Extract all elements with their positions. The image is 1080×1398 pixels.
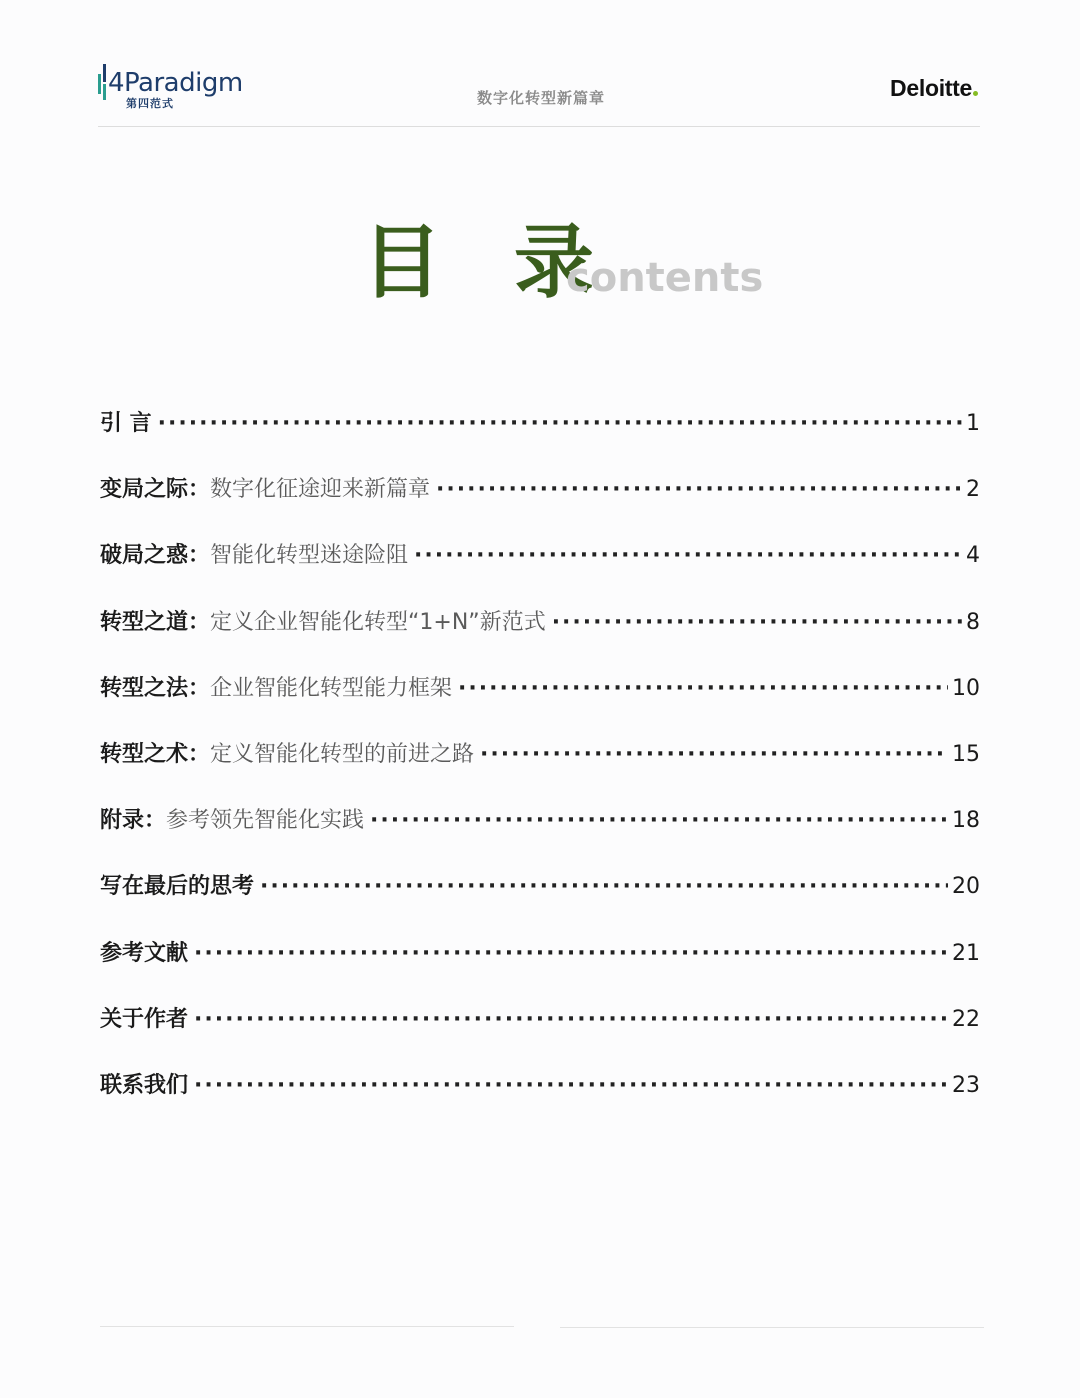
toc-leader-dots [260,864,948,910]
deloitte-logo: Deloitte [890,75,978,102]
toc-item-page: 22 [952,1006,980,1032]
page-header [98,58,980,127]
toc-leader-dots [194,997,948,1043]
footer-divider-left [100,1326,514,1327]
toc-leader-dots [194,931,948,977]
toc-leader-dots [436,467,962,513]
toc-item-label: 转型之法： [100,675,211,701]
toc-item-label: 关于作者 [100,1006,189,1032]
toc-leader-dots [414,533,962,579]
toc-item-label: 变局之际： [100,477,211,503]
toc-item[interactable] [100,864,980,930]
toc-heading-en: contents [566,255,764,301]
toc-item-subtitle: 数字化征途迎来新篇章 [210,477,431,503]
toc-heading [362,213,762,313]
toc-leader-dots [370,798,948,844]
toc-item[interactable] [100,798,980,864]
toc-leader-dots [480,732,948,778]
toc-item-subtitle: 定义企业智能化转型“1+N”新范式 [210,609,546,635]
toc-list [100,401,980,1129]
toc-item[interactable] [100,997,980,1063]
toc-heading-cn: 目 录 [362,216,616,309]
toc-item-label: 转型之道： [100,609,211,635]
toc-item-page: 1 [966,411,980,436]
toc-item-label: 参考文献 [100,940,189,966]
toc-item[interactable] [100,600,980,666]
toc-item-label: 联系我们 [100,1072,189,1098]
logo-wordmark: 4Paradigm [108,68,243,98]
toc-item-subtitle: 定义智能化转型的前进之路 [210,741,475,767]
toc-item-page: 21 [952,940,980,966]
toc-item[interactable] [100,732,980,798]
toc-item-page: 2 [966,477,980,503]
toc-leader-dots [194,1063,948,1109]
toc-leader-dots [552,600,962,646]
toc-item[interactable] [100,1063,980,1129]
toc-item-page: 15 [952,741,980,767]
toc-item-label: 转型之术： [100,741,211,767]
toc-leader-dots [158,401,962,447]
toc-item-page: 23 [952,1072,980,1098]
toc-leader-dots [458,666,948,712]
toc-item-page: 4 [966,543,980,569]
toc-item[interactable] [100,467,980,533]
toc-item-page: 18 [952,808,980,834]
toc-item-page: 10 [952,675,980,701]
footer-divider-right [560,1327,984,1328]
document-title: 数字化转型新篇章 [476,89,605,107]
toc-item-label: 引 言 [100,411,152,436]
toc-item-subtitle: 企业智能化转型能力框架 [210,675,453,701]
toc-item-label: 破局之惑： [100,543,211,569]
toc-item-page: 8 [966,609,980,635]
toc-item-subtitle: 智能化转型迷途险阻 [210,543,409,569]
toc-item-page: 20 [952,874,980,900]
toc-item[interactable] [100,931,980,997]
toc-item[interactable] [100,666,980,732]
toc-item-label: 附录： [100,808,167,834]
toc-item[interactable] [100,401,980,467]
toc-item[interactable] [100,533,980,599]
toc-item-subtitle: 参考领先智能化实践 [166,808,365,834]
logo-cn-text: 第四范式 [126,97,174,110]
deloitte-dot-icon [973,91,978,96]
toc-item-label: 写在最后的思考 [100,874,255,900]
